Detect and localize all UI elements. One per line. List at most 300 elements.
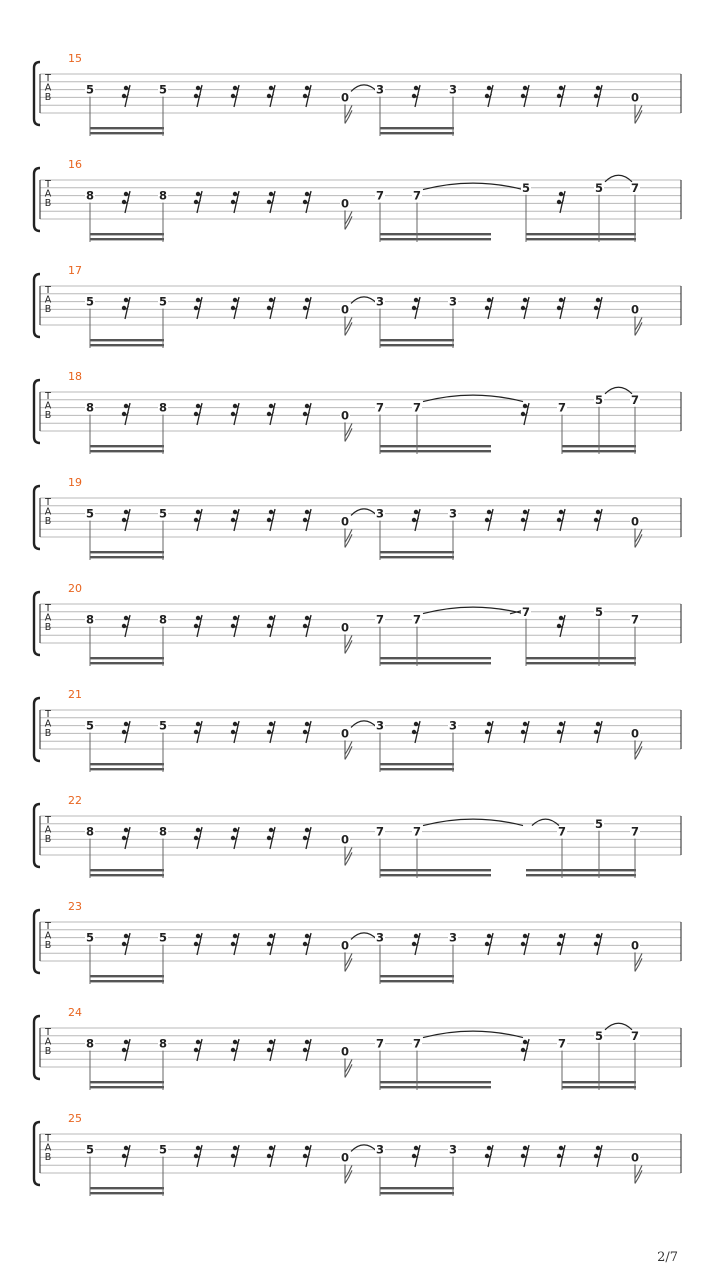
fret-number: 8	[158, 400, 168, 415]
measure-number: 23	[68, 900, 82, 913]
tab-system	[34, 582, 681, 666]
fret-number: 5	[85, 506, 95, 521]
sixteenth-rest	[231, 191, 239, 213]
slur-tie	[351, 297, 377, 304]
sixteenth-rest	[231, 403, 239, 425]
slur-tie	[605, 387, 632, 394]
beam	[90, 445, 164, 447]
fret-number: 3	[375, 1142, 385, 1157]
fret-number: 7	[630, 824, 640, 839]
fret-number: 8	[85, 824, 95, 839]
sixteenth-rest	[231, 1145, 239, 1167]
measure-number: 24	[68, 1006, 82, 1019]
fret-number: 7	[630, 612, 640, 627]
beam	[90, 344, 164, 346]
beam	[380, 238, 491, 240]
tab-system	[34, 1112, 681, 1196]
sixteenth-rest	[521, 933, 529, 955]
tab-clef-letter: T	[45, 391, 51, 402]
measure-number: 22	[68, 794, 82, 807]
fret-number: 5	[85, 930, 95, 945]
fret-number: 3	[375, 718, 385, 733]
beam	[380, 556, 454, 558]
beam	[90, 233, 164, 235]
fret-number: 0	[340, 90, 350, 105]
beam	[526, 662, 636, 664]
sixteenth-rest	[122, 297, 130, 319]
fret-number: 5	[85, 82, 95, 97]
tab-clef-letter: A	[44, 188, 52, 200]
sixteenth-rest	[267, 1039, 275, 1061]
sixteenth-rest	[122, 509, 130, 531]
beam	[90, 238, 164, 240]
sixteenth-rest	[521, 85, 529, 107]
sixteenth-rest	[267, 721, 275, 743]
note-flag	[345, 847, 352, 865]
sixteenth-rest	[267, 509, 275, 531]
tab-clef-letter: B	[44, 1152, 52, 1163]
sixteenth-rest	[122, 191, 130, 213]
measure-number: 25	[68, 1112, 82, 1125]
sixteenth-rest	[557, 297, 565, 319]
beam	[90, 132, 164, 134]
sixteenth-rest	[122, 615, 130, 637]
beam	[90, 1086, 164, 1088]
tab-clef-letter: A	[44, 82, 52, 94]
fret-number: 3	[375, 294, 385, 309]
fret-number: 8	[158, 1036, 168, 1051]
tab-clef-letter: T	[45, 815, 51, 826]
tab-clef-letter: B	[44, 834, 52, 845]
sixteenth-rest	[557, 85, 565, 107]
system-bracket	[34, 804, 40, 867]
fret-number: 7	[375, 824, 385, 839]
note-flag	[345, 635, 352, 653]
measure-number: 17	[68, 264, 82, 277]
sixteenth-rest	[194, 827, 202, 849]
fret-number: 7	[557, 824, 567, 839]
note-flag	[345, 211, 352, 229]
sixteenth-rest	[557, 615, 565, 637]
sixteenth-rest	[521, 1145, 529, 1167]
sixteenth-rest	[485, 933, 493, 955]
fret-number: 3	[448, 294, 458, 309]
sixteenth-rest	[231, 509, 239, 531]
fret-number: 8	[85, 612, 95, 627]
slur-tie	[351, 721, 377, 728]
fret-number: 0	[340, 196, 350, 211]
sixteenth-rest	[194, 297, 202, 319]
tab-clef-letter: B	[44, 516, 52, 527]
sixteenth-rest	[231, 721, 239, 743]
beam	[380, 975, 454, 977]
beam	[90, 763, 164, 765]
sixteenth-rest	[303, 297, 311, 319]
system-bracket	[34, 910, 40, 973]
fret-number: 3	[448, 82, 458, 97]
fret-number: 3	[448, 930, 458, 945]
tab-clef-letter: A	[44, 718, 52, 730]
beam	[380, 450, 491, 452]
sixteenth-rest	[194, 1039, 202, 1061]
system-bracket	[34, 1016, 40, 1079]
beam	[90, 127, 164, 129]
sixteenth-rest	[521, 509, 529, 531]
sixteenth-rest	[231, 615, 239, 637]
system-bracket	[34, 62, 40, 125]
fret-number: 0	[340, 514, 350, 529]
slur-tie	[351, 509, 377, 516]
beam	[90, 975, 164, 977]
beam	[90, 980, 164, 982]
sixteenth-rest	[557, 191, 565, 213]
sixteenth-rest	[267, 827, 275, 849]
beam	[380, 1187, 454, 1189]
sixteenth-rest	[122, 1039, 130, 1061]
slur-tie	[423, 395, 523, 402]
note-flag	[635, 105, 642, 123]
tab-clef-letter: T	[45, 1133, 51, 1144]
system-bracket	[34, 698, 40, 761]
fret-number: 3	[375, 82, 385, 97]
sixteenth-rest	[594, 297, 602, 319]
sixteenth-rest	[303, 615, 311, 637]
sixteenth-rest	[194, 85, 202, 107]
note-flag	[635, 741, 642, 759]
system-bracket	[34, 380, 40, 443]
fret-number: 5	[158, 294, 168, 309]
fret-number: 5	[85, 718, 95, 733]
beam	[380, 657, 491, 659]
sixteenth-rest	[594, 933, 602, 955]
fret-number: 7	[521, 604, 531, 619]
sixteenth-rest	[303, 1039, 311, 1061]
system-bracket	[34, 168, 40, 231]
sixteenth-rest	[412, 85, 420, 107]
sixteenth-rest	[194, 403, 202, 425]
fret-number: 5	[85, 294, 95, 309]
tab-system	[34, 900, 681, 984]
tab-clef-letter: T	[45, 179, 51, 190]
measure-number: 15	[68, 52, 82, 65]
fret-number: 7	[412, 188, 422, 203]
tab-clef-letter: B	[44, 92, 52, 103]
slur-tie	[423, 819, 523, 826]
tab-clef-letter: A	[44, 824, 52, 836]
tab-system	[34, 158, 681, 242]
fret-number: 0	[630, 726, 640, 741]
tab-clef-letter: B	[44, 622, 52, 633]
beam	[380, 445, 491, 447]
beam	[90, 450, 164, 452]
beam	[380, 551, 454, 553]
slur-tie	[423, 1031, 523, 1038]
beam	[380, 1192, 454, 1194]
tab-clef-letter: A	[44, 930, 52, 942]
sixteenth-rest	[194, 933, 202, 955]
sixteenth-rest	[231, 827, 239, 849]
fret-number: 0	[340, 938, 350, 953]
beam	[90, 339, 164, 341]
beam	[380, 869, 491, 871]
tab-clef-letter: T	[45, 709, 51, 720]
tab-system	[34, 264, 681, 348]
tab-system	[34, 688, 681, 772]
beam	[380, 127, 454, 129]
note-flag	[635, 317, 642, 335]
beam	[526, 874, 636, 876]
slur-tie	[423, 183, 523, 190]
beam	[526, 657, 636, 659]
fret-number: 0	[630, 302, 640, 317]
fret-number: 0	[630, 938, 640, 953]
page-number: 2/7	[657, 1250, 678, 1265]
system-bracket	[34, 592, 40, 655]
beam	[380, 980, 454, 982]
sixteenth-rest	[231, 297, 239, 319]
fret-number: 5	[521, 180, 531, 195]
sixteenth-rest	[122, 827, 130, 849]
sixteenth-rest	[231, 933, 239, 955]
beam	[90, 1187, 164, 1189]
sixteenth-rest	[485, 85, 493, 107]
sixteenth-rest	[485, 509, 493, 531]
sixteenth-rest	[231, 1039, 239, 1061]
beam	[90, 662, 164, 664]
beam	[90, 874, 164, 876]
slur-tie	[351, 1145, 377, 1152]
fret-number: 0	[340, 726, 350, 741]
fret-number: 3	[448, 1142, 458, 1157]
note-flag	[345, 105, 352, 123]
sixteenth-rest	[122, 403, 130, 425]
tab-clef-letter: T	[45, 921, 51, 932]
sixteenth-rest	[303, 403, 311, 425]
sixteenth-rest	[412, 297, 420, 319]
beam	[90, 556, 164, 558]
beam	[380, 662, 491, 664]
sixteenth-rest	[521, 1039, 529, 1061]
note-flag	[345, 317, 352, 335]
beam	[380, 339, 454, 341]
sixteenth-rest	[267, 85, 275, 107]
fret-number: 5	[158, 506, 168, 521]
sixteenth-rest	[521, 721, 529, 743]
sixteenth-rest	[594, 509, 602, 531]
tab-clef-letter: A	[44, 506, 52, 518]
sixteenth-rest	[412, 509, 420, 531]
sixteenth-rest	[194, 721, 202, 743]
sixteenth-rest	[194, 615, 202, 637]
beam	[90, 551, 164, 553]
measure-number: 18	[68, 370, 82, 383]
sixteenth-rest	[267, 191, 275, 213]
sixteenth-rest	[267, 1145, 275, 1167]
beam	[90, 1081, 164, 1083]
sixteenth-rest	[122, 85, 130, 107]
fret-number: 7	[630, 180, 640, 195]
sixteenth-rest	[303, 933, 311, 955]
tab-clef-letter: B	[44, 940, 52, 951]
system-bracket	[34, 486, 40, 549]
fret-number: 5	[594, 604, 604, 619]
fret-number: 7	[412, 824, 422, 839]
slur-tie	[605, 175, 632, 182]
tab-clef-letter: A	[44, 294, 52, 306]
slur-tie	[532, 819, 559, 826]
beam	[90, 869, 164, 871]
beam	[90, 1192, 164, 1194]
fret-number: 0	[340, 1150, 350, 1165]
fret-number: 0	[630, 90, 640, 105]
fret-number: 0	[340, 302, 350, 317]
note-flag	[345, 741, 352, 759]
fret-number: 3	[448, 506, 458, 521]
fret-number: 0	[630, 1150, 640, 1165]
slur-tie	[423, 607, 523, 614]
sixteenth-rest	[267, 297, 275, 319]
sixteenth-rest	[594, 721, 602, 743]
sixteenth-rest	[557, 721, 565, 743]
sixteenth-rest	[267, 615, 275, 637]
fret-number: 8	[158, 824, 168, 839]
tab-clef-letter: B	[44, 198, 52, 209]
tab-clef-letter: B	[44, 728, 52, 739]
fret-number: 3	[375, 506, 385, 521]
sixteenth-rest	[485, 721, 493, 743]
sixteenth-rest	[194, 1145, 202, 1167]
fret-number: 0	[340, 620, 350, 635]
tab-system	[34, 52, 681, 136]
fret-number: 3	[375, 930, 385, 945]
tab-clef-letter: B	[44, 1046, 52, 1057]
sixteenth-rest	[303, 721, 311, 743]
fret-number: 5	[158, 1142, 168, 1157]
sixteenth-rest	[303, 85, 311, 107]
tab-clef-letter: T	[45, 497, 51, 508]
fret-number: 8	[85, 1036, 95, 1051]
sixteenth-rest	[485, 297, 493, 319]
tab-clef-letter: T	[45, 603, 51, 614]
beam	[526, 238, 636, 240]
beam	[526, 233, 636, 235]
sixteenth-rest	[122, 1145, 130, 1167]
measure-number: 21	[68, 688, 82, 701]
sixteenth-rest	[194, 509, 202, 531]
sixteenth-rest	[557, 509, 565, 531]
tab-clef-letter: T	[45, 73, 51, 84]
tab-system	[34, 794, 681, 878]
fret-number: 7	[412, 612, 422, 627]
tab-clef-letter: B	[44, 304, 52, 315]
beam	[380, 874, 491, 876]
note-flag	[345, 953, 352, 971]
beam	[380, 1086, 491, 1088]
note-flag	[345, 1165, 352, 1183]
fret-number: 7	[375, 400, 385, 415]
tab-clef-letter: T	[45, 285, 51, 296]
tab-clef-letter: T	[45, 1027, 51, 1038]
fret-number: 7	[557, 1036, 567, 1051]
note-flag	[345, 529, 352, 547]
sixteenth-rest	[122, 721, 130, 743]
fret-number: 7	[375, 1036, 385, 1051]
sixteenth-rest	[303, 827, 311, 849]
tab-system	[34, 476, 681, 560]
fret-number: 5	[594, 180, 604, 195]
beam	[380, 1081, 491, 1083]
measure-number: 19	[68, 476, 82, 489]
slur-tie	[605, 1023, 632, 1030]
fret-number: 7	[375, 188, 385, 203]
note-flag	[635, 953, 642, 971]
beam	[380, 768, 454, 770]
sixteenth-rest	[521, 403, 529, 425]
sixteenth-rest	[557, 933, 565, 955]
note-flag	[635, 1165, 642, 1183]
sixteenth-rest	[557, 1145, 565, 1167]
fret-number: 8	[85, 188, 95, 203]
sixteenth-rest	[412, 721, 420, 743]
fret-number: 5	[594, 816, 604, 831]
sixteenth-rest	[267, 403, 275, 425]
sixteenth-rest	[303, 509, 311, 531]
system-bracket	[34, 1122, 40, 1185]
beam	[90, 657, 164, 659]
sixteenth-rest	[122, 933, 130, 955]
sixteenth-rest	[412, 1145, 420, 1167]
sixteenth-rest	[412, 933, 420, 955]
sixteenth-rest	[194, 191, 202, 213]
beam	[90, 768, 164, 770]
fret-number: 3	[448, 718, 458, 733]
fret-number: 0	[630, 514, 640, 529]
tab-clef-letter: A	[44, 1036, 52, 1048]
fret-number: 5	[594, 392, 604, 407]
beam	[380, 132, 454, 134]
note-flag	[345, 1059, 352, 1077]
fret-number: 8	[158, 188, 168, 203]
fret-number: 8	[158, 612, 168, 627]
fret-number: 0	[340, 832, 350, 847]
sixteenth-rest	[303, 191, 311, 213]
sixteenth-rest	[231, 85, 239, 107]
system-bracket	[34, 274, 40, 337]
sixteenth-rest	[485, 1145, 493, 1167]
tab-clef-letter: A	[44, 612, 52, 624]
fret-number: 7	[375, 612, 385, 627]
tab-clef-letter: A	[44, 400, 52, 412]
fret-number: 5	[85, 1142, 95, 1157]
tab-clef-letter: B	[44, 410, 52, 421]
fret-number: 8	[85, 400, 95, 415]
tab-system	[34, 1006, 681, 1090]
measure-number: 16	[68, 158, 82, 171]
sixteenth-rest	[594, 1145, 602, 1167]
fret-number: 7	[630, 392, 640, 407]
note-flag	[635, 529, 642, 547]
beam	[380, 233, 491, 235]
beam	[380, 344, 454, 346]
tab-clef-letter: A	[44, 1142, 52, 1154]
slur-tie	[351, 85, 377, 92]
fret-number: 0	[340, 1044, 350, 1059]
fret-number: 7	[412, 400, 422, 415]
fret-number: 7	[630, 1028, 640, 1043]
measure-number: 20	[68, 582, 82, 595]
sixteenth-rest	[594, 85, 602, 107]
tab-system	[34, 370, 681, 454]
